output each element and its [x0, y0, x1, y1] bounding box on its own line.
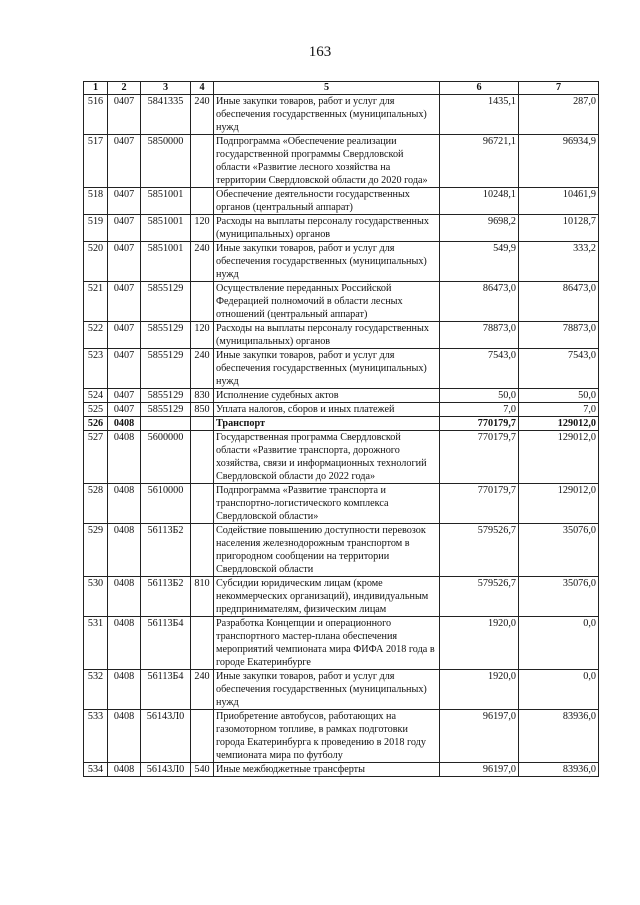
- row-number: 528: [84, 484, 108, 524]
- row-description: Субсидии юридическим лицам (кроме некоммерческих организаций), индивидуальным предпринимателям, физическим лицам: [214, 577, 440, 617]
- column-header: 1: [84, 82, 108, 95]
- row-number: 517: [84, 135, 108, 188]
- table-row: [84, 524, 599, 577]
- amount-year-2: 0,0: [519, 670, 599, 710]
- row-number: 516: [84, 95, 108, 135]
- target-code: 56113Б2: [141, 577, 191, 617]
- expense-type-code: [191, 710, 214, 763]
- table-body: [84, 95, 599, 777]
- amount-year-1: 579526,7: [440, 577, 519, 617]
- row-number: 520: [84, 242, 108, 282]
- table-row: [84, 282, 599, 322]
- row-number: 518: [84, 188, 108, 215]
- amount-year-2: 83936,0: [519, 710, 599, 763]
- expense-type-code: 540: [191, 763, 214, 777]
- expense-type-code: [191, 282, 214, 322]
- amount-year-1: 1435,1: [440, 95, 519, 135]
- row-description: Обеспечение деятельности государственных органов (центральный аппарат): [214, 188, 440, 215]
- column-header: 4: [191, 82, 214, 95]
- target-code: 5600000: [141, 431, 191, 484]
- amount-year-1: 1920,0: [440, 670, 519, 710]
- target-code: 5851001: [141, 242, 191, 282]
- amount-year-2: 10128,7: [519, 215, 599, 242]
- amount-year-2: 7,0: [519, 403, 599, 417]
- section-code: 0408: [108, 484, 141, 524]
- target-code: 56113Б2: [141, 524, 191, 577]
- amount-year-2: 10461,9: [519, 188, 599, 215]
- row-number: 526: [84, 417, 108, 431]
- row-description: Подпрограмма «Развитие транспорта и транспортно-логистического комплекса Свердловской области»: [214, 484, 440, 524]
- table-row: [84, 710, 599, 763]
- expense-type-code: [191, 524, 214, 577]
- expense-type-code: 240: [191, 349, 214, 389]
- expense-type-code: [191, 188, 214, 215]
- page-number: 163: [308, 44, 332, 60]
- table-row: [84, 484, 599, 524]
- amount-year-1: 96197,0: [440, 763, 519, 777]
- row-description: Государственная программа Свердловской области «Развитие транспорта, дорожного хозяйства, связи и информационных технологий Свердловской области до 2022 года»: [214, 431, 440, 484]
- row-description: Осуществление переданных Российской Федерацией полномочий в области лесных отношений (центральный аппарат): [214, 282, 440, 322]
- row-number: 524: [84, 389, 108, 403]
- expense-type-code: [191, 417, 214, 431]
- section-code: 0408: [108, 577, 141, 617]
- row-description: Приобретение автобусов, работающих на газомоторном топливе, в рамках подготовки города Екатеринбурга к проведению в 2018 году чемпионата мира по футболу: [214, 710, 440, 763]
- row-description: Иные закупки товаров, работ и услуг для обеспечения государственных (муниципальных) нужд: [214, 95, 440, 135]
- row-number: 533: [84, 710, 108, 763]
- expense-type-code: 120: [191, 215, 214, 242]
- expense-type-code: 850: [191, 403, 214, 417]
- row-description: Уплата налогов, сборов и иных платежей: [214, 403, 440, 417]
- row-description: Иные закупки товаров, работ и услуг для обеспечения государственных (муниципальных) нужд: [214, 670, 440, 710]
- expense-type-code: [191, 484, 214, 524]
- section-code: 0407: [108, 322, 141, 349]
- row-number: 534: [84, 763, 108, 777]
- expense-type-code: 240: [191, 242, 214, 282]
- amount-year-1: 770179,7: [440, 431, 519, 484]
- table-row: [84, 349, 599, 389]
- row-number: 529: [84, 524, 108, 577]
- column-header: 2: [108, 82, 141, 95]
- target-code: [141, 417, 191, 431]
- amount-year-2: 129012,0: [519, 484, 599, 524]
- expense-type-code: 240: [191, 95, 214, 135]
- column-header: 3: [141, 82, 191, 95]
- row-description: Расходы на выплаты персоналу государственных (муниципальных) органов: [214, 322, 440, 349]
- target-code: 5855129: [141, 282, 191, 322]
- amount-year-1: 1920,0: [440, 617, 519, 670]
- section-code: 0407: [108, 403, 141, 417]
- section-code: 0407: [108, 135, 141, 188]
- amount-year-2: 0,0: [519, 617, 599, 670]
- row-number: 525: [84, 403, 108, 417]
- table-row: [84, 242, 599, 282]
- amount-year-1: 10248,1: [440, 188, 519, 215]
- amount-year-2: 78873,0: [519, 322, 599, 349]
- section-code: 0407: [108, 188, 141, 215]
- row-number: 527: [84, 431, 108, 484]
- amount-year-1: 78873,0: [440, 322, 519, 349]
- column-header: 7: [519, 82, 599, 95]
- expense-type-code: [191, 617, 214, 670]
- amount-year-2: 35076,0: [519, 577, 599, 617]
- section-code: 0408: [108, 710, 141, 763]
- target-code: 56113Б4: [141, 617, 191, 670]
- target-code: 5855129: [141, 349, 191, 389]
- amount-year-2: 83936,0: [519, 763, 599, 777]
- amount-year-1: 579526,7: [440, 524, 519, 577]
- table-row: [84, 431, 599, 484]
- row-number: 530: [84, 577, 108, 617]
- expense-type-code: [191, 431, 214, 484]
- amount-year-1: 549,9: [440, 242, 519, 282]
- section-code: 0407: [108, 242, 141, 282]
- table-row: [84, 577, 599, 617]
- section-code: 0407: [108, 95, 141, 135]
- row-description: Разработка Концепции и операционного транспортного мастер-плана обеспечения мероприятий чемпионата мира ФИФА 2018 года в городе Екатеринбурге: [214, 617, 440, 670]
- section-code: 0407: [108, 215, 141, 242]
- row-number: 523: [84, 349, 108, 389]
- section-code: 0408: [108, 431, 141, 484]
- expense-type-code: 830: [191, 389, 214, 403]
- table-row: [84, 215, 599, 242]
- target-code: 56113Б4: [141, 670, 191, 710]
- section-code: 0407: [108, 389, 141, 403]
- table-row: [84, 322, 599, 349]
- budget-table: [83, 81, 599, 777]
- amount-year-1: 770179,7: [440, 484, 519, 524]
- table-row: [84, 617, 599, 670]
- section-code: 0408: [108, 524, 141, 577]
- section-code: 0408: [108, 417, 141, 431]
- amount-year-1: 9698,2: [440, 215, 519, 242]
- column-header: 6: [440, 82, 519, 95]
- section-code: 0407: [108, 349, 141, 389]
- amount-year-2: 7543,0: [519, 349, 599, 389]
- table-row: [84, 763, 599, 777]
- table-row: [84, 95, 599, 135]
- table-row: [84, 135, 599, 188]
- row-description: Расходы на выплаты персоналу государственных (муниципальных) органов: [214, 215, 440, 242]
- amount-year-1: 96197,0: [440, 710, 519, 763]
- amount-year-1: 7543,0: [440, 349, 519, 389]
- amount-year-2: 35076,0: [519, 524, 599, 577]
- amount-year-2: 129012,0: [519, 417, 599, 431]
- amount-year-2: 86473,0: [519, 282, 599, 322]
- target-code: 5851001: [141, 188, 191, 215]
- target-code: 56143Л0: [141, 710, 191, 763]
- row-number: 532: [84, 670, 108, 710]
- amount-year-1: 50,0: [440, 389, 519, 403]
- target-code: 5841335: [141, 95, 191, 135]
- row-description: Транспорт: [214, 417, 440, 431]
- row-description: Содействие повышению доступности перевозок населения железнодорожным транспортом в пригородном сообщении на территории Свердловской области: [214, 524, 440, 577]
- target-code: 5851001: [141, 215, 191, 242]
- target-code: 56143Л0: [141, 763, 191, 777]
- amount-year-1: 96721,1: [440, 135, 519, 188]
- section-code: 0408: [108, 617, 141, 670]
- target-code: 5855129: [141, 389, 191, 403]
- row-number: 521: [84, 282, 108, 322]
- row-description: Иные закупки товаров, работ и услуг для обеспечения государственных (муниципальных) нужд: [214, 242, 440, 282]
- table-row: [84, 188, 599, 215]
- expense-type-code: 240: [191, 670, 214, 710]
- row-description: Подпрограмма «Обеспечение реализации государственной программы Свердловской области «Развитие лесного хозяйства на территории Свердловской области до 2020 года»: [214, 135, 440, 188]
- expense-type-code: [191, 135, 214, 188]
- section-code: 0408: [108, 763, 141, 777]
- section-code: 0408: [108, 670, 141, 710]
- amount-year-2: 129012,0: [519, 431, 599, 484]
- target-code: 5850000: [141, 135, 191, 188]
- row-number: 522: [84, 322, 108, 349]
- table-row: [84, 389, 599, 403]
- table-row: [84, 403, 599, 417]
- section-code: 0407: [108, 282, 141, 322]
- amount-year-2: 96934,9: [519, 135, 599, 188]
- header-row: [84, 82, 599, 95]
- expense-type-code: 810: [191, 577, 214, 617]
- table-row: [84, 417, 599, 431]
- amount-year-1: 770179,7: [440, 417, 519, 431]
- target-code: 5855129: [141, 322, 191, 349]
- amount-year-1: 7,0: [440, 403, 519, 417]
- expense-type-code: 120: [191, 322, 214, 349]
- amount-year-2: 333,2: [519, 242, 599, 282]
- row-number: 519: [84, 215, 108, 242]
- table-row: [84, 670, 599, 710]
- amount-year-2: 287,0: [519, 95, 599, 135]
- amount-year-1: 86473,0: [440, 282, 519, 322]
- column-header: 5: [214, 82, 440, 95]
- amount-year-2: 50,0: [519, 389, 599, 403]
- row-description: Исполнение судебных актов: [214, 389, 440, 403]
- row-description: Иные межбюджетные трансферты: [214, 763, 440, 777]
- target-code: 5610000: [141, 484, 191, 524]
- row-number: 531: [84, 617, 108, 670]
- target-code: 5855129: [141, 403, 191, 417]
- row-description: Иные закупки товаров, работ и услуг для обеспечения государственных (муниципальных) нужд: [214, 349, 440, 389]
